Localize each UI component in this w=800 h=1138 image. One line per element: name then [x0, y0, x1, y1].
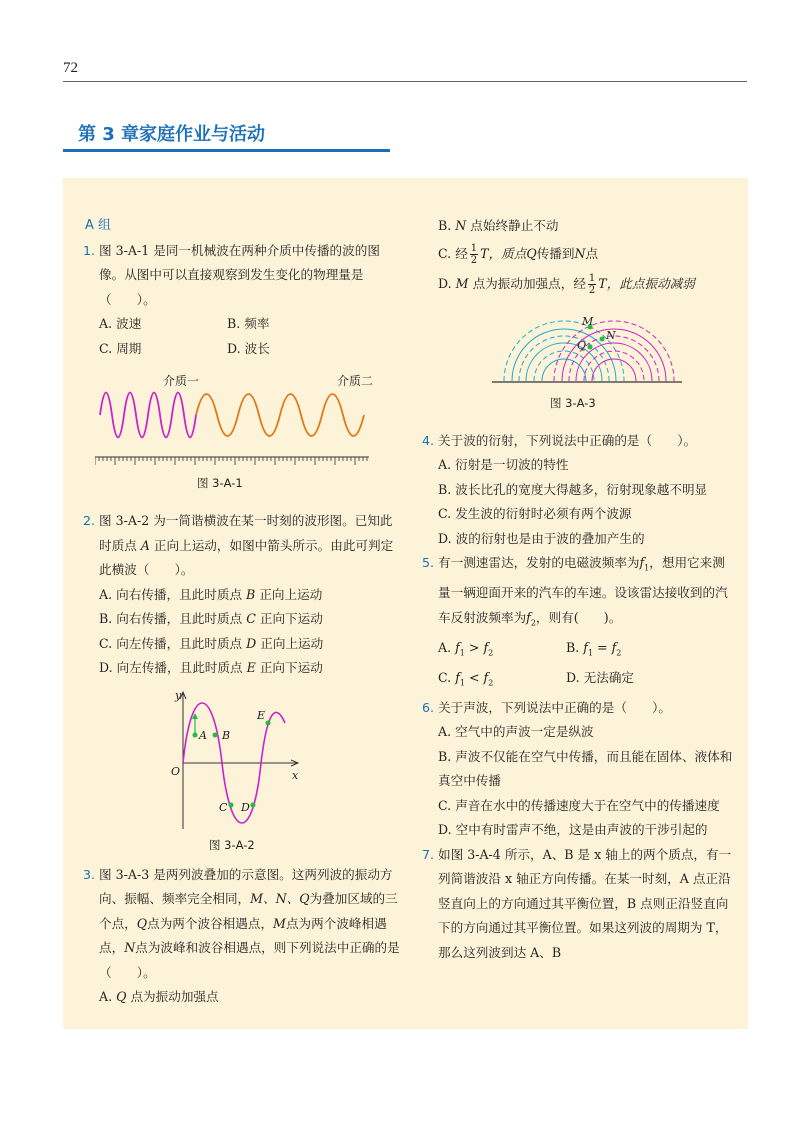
option-b: B. 频率: [227, 316, 270, 331]
opt-text: B.: [566, 639, 580, 655]
question-3: [85, 863, 401, 986]
option-d: D. 空中有时雷声不绝，这是由声波的干涉引起的: [438, 822, 708, 838]
option-c: [85, 632, 401, 657]
question-4: [424, 429, 734, 454]
option-a: A. 衍射是一切波的特性: [438, 457, 569, 472]
opt-text: D.: [438, 275, 456, 291]
numerator: 1: [588, 272, 596, 284]
opt-var: Q: [526, 245, 537, 261]
opt-text: 正向上运动: [256, 635, 324, 651]
option-b: [85, 607, 401, 632]
question-text: 点为两个波峰相遇点，: [99, 915, 387, 955]
f-var: f: [526, 609, 531, 625]
point-D-dot: [251, 802, 256, 807]
question-text: 关于声波，下列说法中正确的是（ ）。: [438, 699, 671, 715]
figure-caption: 图 3-A-2: [209, 837, 255, 852]
question-number: 7.: [422, 846, 435, 862]
opt-text: B. 向右传播，且此时质点: [99, 611, 247, 626]
opt-text: 点为振动加强点: [126, 989, 219, 1004]
options-row: [424, 666, 734, 696]
opt-text: C.: [438, 669, 452, 685]
f-var: f: [483, 639, 489, 655]
point-vars: M、N、Q: [250, 891, 310, 906]
f-var: f: [483, 669, 489, 685]
question-text: 点为波峰和波谷相遇点，则下列说法中正确的是（ ）。: [99, 940, 400, 980]
wave-medium-2: [196, 394, 364, 436]
point-E-dot: [266, 720, 271, 725]
opt-text: T，此点振动减弱: [598, 275, 695, 291]
question-number: 2.: [83, 513, 96, 528]
option-b: B. 波长比孔的宽度大得越多，衍射现象越不明显: [438, 481, 708, 497]
option-c: C. 周期: [99, 340, 142, 356]
q3-option-b: [424, 214, 734, 239]
question-text: 如图 3-A-4 所示，A、B 是 x 轴上的两个质点，有一列简谐波沿 x 轴正方向传播。在某一时刻，A 点正沿竖直向上的方向通过其平衡位置，B 点则正沿竖直向下的方向通过其平衡位置。如果这列波的周期为 T，那么这列波到达 A、B: [438, 846, 732, 960]
q3-option-c: [424, 239, 734, 269]
fraction: [588, 273, 596, 296]
figure-caption: 图 3-A-3: [550, 395, 596, 410]
question-7: [424, 843, 734, 966]
left-column: [85, 214, 401, 1010]
opt-var: Q: [116, 989, 127, 1004]
origin-label: O: [171, 764, 181, 778]
opt-var: N: [455, 218, 467, 233]
figure-3-A-1: [85, 365, 401, 493]
opt-text: 传播到: [536, 245, 575, 261]
label-Q: Q: [577, 338, 587, 352]
f-var: f: [639, 555, 645, 570]
opt-text: A.: [99, 989, 117, 1004]
relation: <: [464, 669, 484, 685]
y-axis-label: y: [175, 688, 182, 702]
point-B-dot: [213, 732, 218, 737]
option-d: [85, 656, 401, 681]
numerator: 1: [470, 242, 478, 254]
relation: >: [464, 639, 484, 655]
point-E-label: E: [257, 708, 266, 722]
denominator: 2: [588, 284, 596, 296]
option-a: A. 波速: [99, 316, 142, 331]
option-d: D. 波的衍射也是由于波的叠加产生的: [438, 530, 645, 546]
transverse-wave-diagram: [85, 687, 385, 855]
point-var: A: [140, 537, 150, 553]
question-text: 关于波的衍射，下列说法中正确的是（ ）。: [438, 432, 697, 448]
opt-text: 点为振动加强点，经: [468, 275, 586, 291]
question-text: 为叠加区域的三个点，: [99, 891, 398, 931]
question-2: [85, 509, 401, 583]
opt-text: 点: [585, 245, 599, 261]
option-d: D. 波长: [227, 340, 270, 356]
question-text: ，想用它来测量一辆迎面开来的汽车的车速。设该雷达接收到的汽车反射波频率为: [438, 555, 728, 625]
option-c: C. 声音在水中的传播速度大于在空气中的传播速度: [438, 797, 720, 813]
point-D-label: D: [241, 800, 250, 814]
opt-var: N: [574, 245, 586, 261]
question-text: 图 3-A-3 是两列波叠加的示意图。这两列波的振动方向、振幅、频率完全相同，: [99, 866, 393, 906]
option-a: A. 空气中的声波一定是纵波: [438, 724, 594, 740]
right-column: [424, 214, 734, 965]
option-c: C. 发生波的衍射时必须有两个波源: [438, 506, 632, 521]
question-5: 5. 有一测速雷达，发射的电磁波频率为$f_1$，想用它来测量一辆迎面开来的汽车的车速。设该雷达接收到的汽车反射波频率为$f_2$，则有( )。: [424, 551, 734, 636]
option-a: A. $f_1 > f_2$: [438, 639, 494, 658]
x-axis-label: x: [292, 768, 299, 782]
opt-text: D. 向左传播，且此时质点: [99, 660, 247, 675]
question-text: 图 3-A-1 是同一机械波在两种介质中传播的波的图像。从图中可以直接观察到发生变化的物理量是（ ）。: [99, 242, 380, 307]
question-number: 6.: [422, 699, 435, 715]
label-N: N: [606, 328, 616, 342]
q3-option-d: [424, 269, 734, 299]
f-var: f: [455, 669, 460, 685]
medium-1-label: 介质一: [163, 374, 200, 388]
page-number: 72: [63, 60, 78, 76]
question-number: 1.: [83, 242, 96, 258]
figure-3-A-3: [424, 305, 734, 415]
header-rule: [63, 81, 747, 82]
denominator: 2: [470, 254, 478, 266]
opt-text: B.: [438, 218, 456, 233]
options-row: [424, 636, 734, 666]
opt-var: E: [246, 660, 256, 675]
f-var: f: [611, 639, 617, 655]
option-a: [85, 583, 401, 608]
option-d: D. 无法确定: [566, 669, 635, 685]
point-C-label: C: [219, 800, 228, 814]
question-6: [424, 696, 734, 721]
chapter-rule: [63, 149, 390, 152]
figure-caption: 图 3-A-1: [197, 476, 243, 490]
interference-diagram: [424, 305, 724, 415]
group-heading: A 组: [85, 218, 112, 233]
medium-2-label: 介质二: [337, 374, 374, 388]
question-number: 5.: [422, 555, 435, 570]
opt-var: B: [246, 586, 256, 602]
point-B-label: B: [222, 728, 231, 742]
opt-text: 正向下运动: [255, 611, 323, 626]
relation: =: [593, 639, 612, 655]
fraction: [470, 243, 478, 266]
f-var: f: [455, 639, 460, 655]
question-number: 4.: [422, 432, 435, 448]
option-a: [85, 985, 401, 1010]
point-var: Q: [136, 915, 148, 931]
point-var: M: [273, 915, 286, 931]
point-A-dot: [193, 732, 198, 737]
options-row: [85, 312, 401, 337]
ruler-ticks: [95, 457, 367, 465]
opt-text: T，质点: [480, 245, 527, 261]
option-b: B. $f_1 = f_2$: [566, 639, 622, 658]
point-A-label: A: [199, 728, 207, 742]
point-N-dot: [600, 336, 605, 341]
opt-var: M: [455, 275, 469, 291]
question-text: 点为两个波谷相遇点，: [147, 915, 274, 931]
wave-medium-1: [100, 393, 196, 438]
opt-var: C: [246, 611, 256, 626]
label-M: M: [582, 314, 594, 328]
options-row: [85, 337, 401, 362]
exercise-panel: [63, 178, 748, 1029]
point-var: N: [124, 940, 136, 955]
question-text: ，则有( )。: [535, 609, 622, 625]
figure-3-A-2: [85, 687, 401, 855]
option-b: B. 声波不仅能在空气中传播，而且能在固体、液体和真空中传播: [438, 748, 733, 789]
two-media-wave-diagram: [95, 365, 395, 493]
question-number: 3.: [83, 866, 96, 882]
opt-text: A.: [438, 639, 452, 655]
question-text: 有一测速雷达，发射的电磁波频率为: [438, 555, 640, 570]
opt-var: D: [246, 635, 257, 651]
opt-text: C. 向左传播，且此时质点: [99, 635, 247, 651]
point-C-dot: [229, 802, 234, 807]
opt-text: A. 向右传播，且此时质点: [99, 586, 247, 602]
question-text: 图 3-A-2 为一简谐横波在某一时刻的波形图。已知此时质点: [99, 513, 393, 553]
question-text-cont: 正向上运动，如图中箭头所示。由此可判定此横波（ ）。: [99, 537, 394, 577]
opt-text: 点始终静止不动: [466, 218, 559, 233]
f-var: f: [583, 639, 588, 655]
option-c: C. $f_1 < f_2$: [438, 669, 494, 688]
opt-text: 正向下运动: [255, 660, 323, 675]
opt-text: C. 经: [438, 245, 468, 261]
question-1: [85, 239, 401, 313]
point-Q-dot: [588, 344, 593, 349]
opt-text: 正向上运动: [255, 586, 323, 602]
chapter-title: 第 3 章家庭作业与活动: [78, 124, 266, 145]
